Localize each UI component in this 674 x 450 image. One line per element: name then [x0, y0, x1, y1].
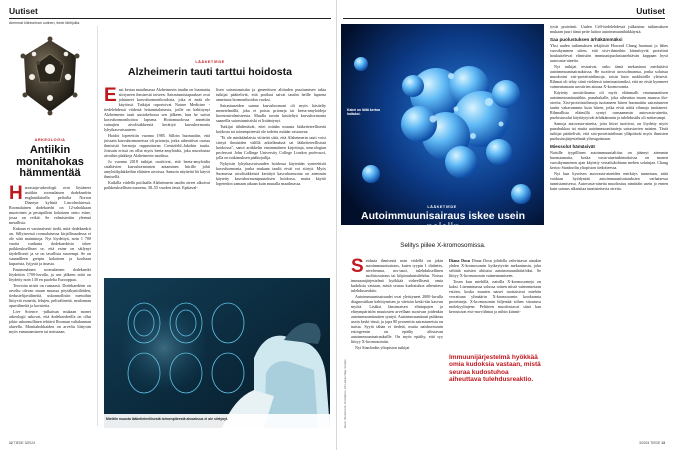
- brain-scan-photo: [104, 278, 330, 428]
- pull-quote: Immuunijärjestelmä hyökkää omia kudoksia vastaan, mistä seuraa kudostuhoa aiheuttava tulehdusreaktio.: [449, 354, 541, 384]
- subheading: Saa puolustuksen ärhäkämmäksi: [550, 37, 623, 42]
- art-dek: Selitys piilee X-kromosomissa.: [400, 242, 486, 249]
- page-number: 13: [661, 441, 665, 445]
- art1-dropcap: H: [9, 185, 23, 204]
- art2-para: Kaikilla viidellä potilaalla Alzheimerin taudin oireet alkoivat poikkeuksellisen nuorena, 38–55 vuoden iässä. Epätaval-: [104, 180, 210, 190]
- section-heading: Uutiset: [636, 6, 665, 16]
- art-para: Nyt kun kyseisen autovasta-aineiden merkitys tunnetaan, niitä voidaan hyödyntää autoimmuunisairauksien varhaisessa tunnistamisessa. Autovasta-aineita muodostuu nimittäin usein jo ennen kuin sairaus alkaisitaa tunnistettavia oireita.: [550, 171, 668, 191]
- art-para: Tosen kun miehillä, naisilla X-kromosomeja on kaksi. Lisenmmassa solussa toinen niistä vaimennetaan estiten, koska muuten naiset tuottaisivat miehiin verrattuna ylimäärin X-kromosomin koodaamia proteiineja. X-kromosomin hiljentää siihen sitoutuva molekyylinjene. Pelitteen muodostavat siinä kan keroutuvat eist-rna-riihmat ja niihin kiinnit-: [449, 279, 541, 314]
- art2-para: Nykyisin lyhytkasvuisuuden hoidossa käytetään synteettistä kasvuhormonia, jonka mukana taudit eivät voi siirtyä. Myös Suomessa aivolisäkkeistä kerättyä kasvuhormonia on aiemmin käytetty kasvuhormonipuutoksen hoidossa, mutta käyttö lopetettiin samaan aikaan kuin muualla maailmassa.: [216, 161, 326, 186]
- art2-para: Tutkijat tähdentävät, ettei mitään muusta lääketieteellisestä hoidosta tai toimenpiteestä ole todettu mitään vastaavaa.: [216, 124, 326, 134]
- art-para: eidasta ihmisestä noin viidellä on jokin autoimmuunisairaus, kuten tyypin 1 diabetes, nivelreuma, ms-tauti, tulehduksellinen suolistosairaus tai kilpirauhastulehdus. Noissa immuunijärjestelmä hyökkää virheellisesti omia kudoksia vastaan, mistä seuraa kudostuhoa aiheuttava tulehdusreaktio.: [351, 258, 443, 293]
- photo-credit: Kuvat: Shutterstock, iStockphoto, HS Laskea Maja, Scanpix: [344, 359, 347, 428]
- art-para: Diana Dosn johdolla vahvistavat ainakin yhden X-kromosomin kytkeytyvän mekanismin, joka selittää naisten alttiutta autoimmuunihäiriöiksi. Se liittyy X-kromosomin vaimentamiseen.: [449, 258, 541, 278]
- art2-para: nsi kertaa maailmassa Alzheimerin taudin on huomattu siirtyneen ihmisestä toiseen. Sairastumistapaukset ovat johtuneet kasvuhormonihoidosta, joka ei enää ole käytössä. Tutkijat raportoivat Nature Medicine -tiedelehdessä viidestä britannialaisesta, joille on kehittynyt Alzheimerin tauti uusiokehossa sen jälkeen, kun he saivat kasvuhormonihoitoa lapsena. Hoitomuodossa annettiin vainajien aivolisäkkeestä kerättyä kasvuhormonia lyhytkasvuisuuteen.: [104, 87, 210, 132]
- section-heading: Uutiset: [9, 6, 38, 16]
- art2-para: Hoidot lopetettiin vuonna 1985. Silloin huomattiin, että joissain kasvuhormoneissa oli prioneja, jotka aiheuttivat osassa ihmisistä hermoja rappeuttavan Creutzfeld–Jakobin tautia. Joissain erissä on ollut myös beeta-amyloidia, joka muodostaa aivoihin plakkeja Alzheimerin taudissa.: [104, 133, 210, 158]
- footer-magazine: TIEDE 3/2024: [13, 441, 35, 445]
- column-divider: [97, 26, 98, 426]
- art-para: Käytetty urosiirilauma oli myös eläinmalli reumanaattisen autoimmuunitautiihin, punahukalle, joka aiheuttaa muun muassa iho-oireita. Xist-proteiinirihmoja tuottaneen hiiren huomattiin sairastuneen tautin vakavammin kuin hiiren, jotka eivät näitä rihmoja tuottaneet. Rihmallista eläimillä syntyi runsaammin autovasta-aineita, puolustusolut käyttäytyivät ärhäkämmin ja tulehdustilu oli mittavampi.: [550, 90, 668, 120]
- art-para: Nyt tutkijat testasivat, onko tämä mekanismi merkittävä autoimmuunisairauksissa. He tuottivat urossolmanssa, jonka soluissa muodostui xist-proteiinirihmoja, toisin kuin urokhiirille yleisesti. Rihmat oli tehty siinä vieläessä toimimattomiksi, että ne eivät kyenneet vaimentamaan urosiirien ainoaa X-kromosomia.: [550, 64, 668, 89]
- art1-headline: Antiikin monitahokas hämmentää: [16, 144, 84, 180]
- art-para: Samoja autovasta-aineita, joita hiiret tuottivat, on löydetty myös punahukkaa tai muita autoimmuunitauteja sairastavien naisten. Tästä tutkijat päättelivät, että xist-proteiinirihmat ylläpitävät myös ihmisten puolustusjärjestelmää ylireagoimaan.: [550, 121, 668, 141]
- right-page: [337, 0, 674, 450]
- art2-headline: Alzheimerin tauti tarttui hoidosta: [128, 66, 292, 78]
- photo-caption: Miettiin muusta lääketieteellisestä toimenpiteestä aivoairuus ei ole siirtynyt.: [106, 417, 229, 421]
- section-subtitle: Aiemmat kliinisetvan uutinen, tiede lähtijoilla.: [9, 21, 81, 25]
- art1-para: Kukaan ei varsinaisesti tiedä, mitä dodekaedrit on. Sillyiseessä roomalaisessa kirjallisuudessa ei ole siitä mainintoja. Nyt löydettyä, noin 1 700 vuotta vanhasta dodekaedrista tekee poikkeuksellisen se, että esine on säilynyt täydellisesti ja se on tavallista suurempi. Se on suunnilleen greipin kokoinen ja kooltaan kuparista, lyijystä ja tinasta.: [9, 226, 91, 266]
- art2-para: Sairastuneiden saama kasvuhormoni oli myös käsitelty menetelmällä, joka ei poista prioneja tai beeta-amyloideja hormonivalmisteesta. Muulla tavoin käsiteltyä kasvuhormonia saaneilla sairastumisriski ei lisääntynyt.: [216, 103, 326, 123]
- art1-para: Ensimmäinen roomalainen dodekaedri löydettiin 1700-luvulla, ja sen jälkeen niitä on löydetty noin 130 en puolelta Eurooppaa.: [9, 267, 91, 282]
- subheading: Miessolut hämäsivät: [550, 144, 595, 149]
- art-kicker: LÄÄKETIEDE: [427, 205, 457, 209]
- art-para: Naisille tyypillinen autoimmuunialttius on jääneyt aiemmin huomaamatta, koska vasta-ainetutkimuksissa on monen vuosikymmenen ajan käytetty vertailukohtana mehen soluinjaa. Chang kertoo Stanfordin yliopiston tiedotteessa.: [550, 150, 668, 170]
- art2-body-col1: [104, 87, 210, 272]
- art2-kicker: LÄÄKETIEDE: [195, 60, 225, 64]
- art-dropcap: S: [351, 258, 364, 277]
- art-para: tyvät proteiinit. Uuden Cell-tiedelehdessä julkaistun tutkimuksen mukaan juuri tämä peite laittoo autoimmuunihäkkäystä.: [550, 24, 668, 34]
- page-footer: [9, 441, 35, 445]
- footer-magazine: 3/2024 TIEDE: [639, 441, 661, 445]
- art-headline: Autoimmuunisairaus iskee usein naisiin: [361, 210, 525, 234]
- art2-para: "Ei ole minkäänlaisia viitteitä siitä, että Alzheimerin tauti voisi siirtyä ihmisiden välillä arkielämässä tai lääketieteellisissä hoidoissa", sanoi artikkelin ensimmäinen kirjoittaja, neurologian professori John Collinge University College London professori, jolla on tutkimuksen pääkirjailija.: [216, 135, 326, 160]
- art-body-col1: [351, 258, 443, 430]
- art-para: Nyt Stanfordin yliopiston tutkijat: [355, 345, 410, 350]
- header-rule: [343, 18, 665, 19]
- cell-microscopy-image: [341, 24, 544, 225]
- art1-body: [9, 185, 91, 430]
- author-name: Diana Dosn: [449, 258, 471, 263]
- art-body-col2: [449, 258, 541, 342]
- art1-para: Live Science -julkaisun mukaan monet arkeologit uskovat, että dodekaedreilla on ollut jokin uskonnollinen tehtävä Rooman valtakunnan alueella. Monitahokkaiden on arveltu liittyvän myös ennustamiseen tai noitutaan.: [9, 309, 91, 334]
- art2-para: lisen sairastumisiän ja geneettisen alttiuden puuttumisen takia tutkijat päättelivät, että potilaat saivat taudin heille lapsena annetusta hormonihoidon vuoksi.: [216, 87, 326, 102]
- dodecahedron-image: [14, 32, 86, 130]
- art1-para: arrastaja-arkeologit ovat löytäneet antiikin roomalaisen dodekaedrin englantilaisella peltoilta Norton Disneyn kylästä Lincolnshiressä. Roomalainen dodekaedri on 12-tahokkaan muotoinen ja pesäpalloin kokoinen ontto esine, jossa on reikiä. Se valmistettiin yleensä metallista.: [9, 185, 91, 225]
- header-rule: [9, 18, 331, 19]
- art-para: Autoimmuunisairaudet ovat yleistyneet 2000-luvulla diagnostiikan kehittymisen ja väestön keski-iän kasvun myötä. Lisäksi länsimaisen elintapojen ja elinympäristön muutosten arvellaan suosivan joidenkin autoimmuunitautien syntyä. Autoimmuunitauti puhkeaa usein keski-iässä, ja jopa 80 prosenttia sairastuneista on naisia. Syytä tähän ei tiedetä, mutta naishormonin estrogeenin on epäilty altistavan autoimmuunisairauksille. On myös epäilty, että syy liittyy X-kromosomiin.: [351, 294, 443, 344]
- page-number: 12: [9, 441, 13, 445]
- page-footer: [639, 441, 665, 445]
- image-caption: Kakei on läitä kertoa haitaksi.: [347, 108, 380, 116]
- art-para: Yksi uuden tutkimuksen tekijöistä Howard Chang huomasi jo lähes vuosikymmen sitten, että xist-rihmoihin kiinnittyvät proteiinit houkuttelevat elimistön immuunipuolustustehtävän kappaan hyvä autovasta-aineita.: [550, 43, 668, 63]
- art2-body-col2: [216, 87, 326, 272]
- art-body-col3: [550, 24, 668, 428]
- art1-para: Teorioita niistä on runsaasti. Dodekaedrien on arveltu olevan muun muassa pöytäkynttilöiden, tiedustelijavälineitä, uskonnollisiin menoihin liittyviä esineitä, lelujen, pelivälineitä, neulonnan apuvälineitä ja koristeita.: [9, 283, 91, 308]
- art1-kicker: ARKEOLOGIA: [34, 138, 66, 142]
- art2-dropcap: E: [104, 87, 117, 106]
- art2-para: Jo vuonna 2018 tutkijat osoittivat, että beeta-amyloidia sisältävien kasvuhormonien antaminen hiirille johti amyloidiplakkeihin eläinten aivoissa. Samoin näytteitä löi käyvä ihmisellä.: [104, 159, 210, 179]
